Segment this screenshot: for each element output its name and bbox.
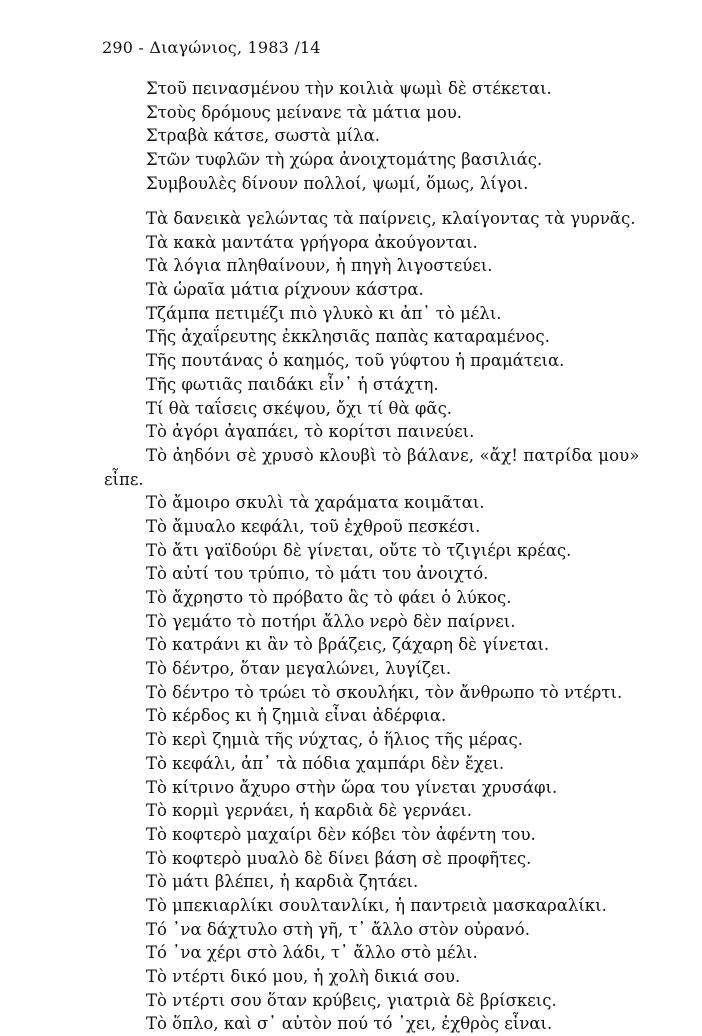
proverb-line: Τῆς πουτάνας ὁ καημός, τοῦ γύφτου ἡ πραμάτεια. <box>146 351 565 371</box>
proverb-line-continuation: εἶπε. <box>104 469 144 489</box>
proverb-line: Τὸ ἀγόρι ἀγαπάει, τὸ κορίτσι παινεύει. <box>146 422 475 442</box>
proverb-line: Τὸ κατράνι κι ἂν τὸ βράζεις, ζάχαρη δὲ γίνεται. <box>146 635 550 655</box>
proverb-line: Τί θὰ ταΐσεις σκέψου, ὄχι τί θὰ φᾶς. <box>146 398 453 418</box>
proverb-line: Στραβὰ κάτσε, σωστὰ μίλα. <box>146 126 380 146</box>
proverb-line: Τὰ κακὰ μαντάτα γρήγορα ἀκούγονται. <box>146 232 478 252</box>
proverb-line: Τὸ μάτι βλέπει, ἡ καρδιὰ ζητάει. <box>146 872 419 892</box>
proverb-line: Τὸ κερὶ ζημιὰ τῆς νύχτας, ὁ ἥλιος τῆς μέρας. <box>146 730 523 750</box>
proverb-line: Τὸ αὐτί του τρύπιο, τὸ μάτι του ἀνοιχτό. <box>146 564 489 584</box>
proverb-line: Τὸ κίτρινο ἄχυρο στὴν ὥρα του γίνεται χρυσάφι. <box>146 777 558 797</box>
proverb-line: Τὸ κορμὶ γερνάει, ἡ καρδιὰ δὲ γερνάει. <box>146 801 473 821</box>
proverb-line: Τζάμπα πετιμέζι πιὸ γλυκὸ κι ἀπ᾽ τὸ μέλι. <box>146 303 502 323</box>
proverb-line: Τὸ ὅπλο, καὶ σ᾽ αὐτὸν πού τό ᾽χει, ἐχθρὸς εἶναι. <box>146 1014 553 1034</box>
proverb-line: Τὸ ἄμοιρο σκυλὶ τὰ χαράματα κοιμᾶται. <box>146 493 485 513</box>
proverb-line: Τὰ ὡραῖα μάτια ρίχνουν κάστρα. <box>146 280 424 300</box>
proverb-line: Στοῦ πεινασμένου τὴν κοιλιὰ ψωμὶ δὲ στέκεται. <box>146 79 552 98</box>
proverb-line: Τὸ ἀηδόνι σὲ χρυσὸ κλουβὶ τὸ βάλανε, «ἄχ! πατρίδα μου» <box>146 445 640 465</box>
proverb-line: Τὸ δέντρο, ὅταν μεγαλώνει, λυγίζει. <box>146 659 452 679</box>
proverb-line: Τό ᾽να χέρι στὸ λάδι, τ᾽ ἄλλο στὸ μέλι. <box>146 943 478 963</box>
proverb-line: Τὸ κοφτερὸ μαχαίρι δὲν κόβει τὸν ἀφέντη του. <box>146 824 536 844</box>
proverb-line: Τὰ λόγια πληθαίνουν, ἡ πηγὴ λιγοστεύει. <box>146 256 493 276</box>
proverb-line: Τὸ ἄμυαλο κεφάλι, τοῦ ἐχθροῦ πεσκέσι. <box>146 516 481 536</box>
proverb-line: Τὸ κέρδος κι ἡ ζημιὰ εἶναι ἀδέρφια. <box>146 706 447 726</box>
proverb-line: Τὸ ἄτι γαϊδούρι δὲ γίνεται, οὔτε τὸ τζιγιέρι κρέας. <box>146 540 572 560</box>
proverb-line: Συμβουλὲς δίνουν πολλοί, ψωμί, ὅμως, λίγοι. <box>146 173 529 193</box>
proverb-line: Τὸ δέντρο τὸ τρώει τὸ σκουλήκι, τὸν ἄνθρωπο τὸ ντέρτι. <box>146 682 623 702</box>
proverb-line: Στοὺς δρόμους μείνανε τὰ μάτια μου. <box>146 102 463 122</box>
proverb-line: Τὸ ἄχρηστο τὸ πρόβατο ἂς τὸ φάει ὁ λύκος. <box>146 588 512 607</box>
proverb-line: Τὸ γεμάτο τὸ ποτήρι ἄλλο νερὸ δὲν παίρνει. <box>146 611 516 631</box>
proverbs-stanza-2 <box>104 207 686 1036</box>
proverb-line: Τὸ κοφτερὸ μυαλὸ δὲ δίνει βάση σὲ προφῆτες. <box>146 848 532 868</box>
proverb-line: Τὸ ντέρτι δικό μου, ἡ χολὴ δικιά σου. <box>146 967 461 986</box>
page-header: 290 - Διαγώνιος, 1983 /14 <box>102 38 321 57</box>
proverb-line: Τῆς φωτιᾶς παιδάκι εἶν᾽ ἡ στάχτη. <box>146 374 439 394</box>
proverb-line: Τὸ μπεκιαρλίκι σουλτανλίκι, ἡ παντρειὰ μασκαραλίκι. <box>146 895 607 915</box>
proverb-line: Στῶν τυφλῶν τὴ χώρα ἀνοιχτομάτης βασιλιάς. <box>146 150 543 170</box>
proverb-line: Τὸ κεφάλι, ἀπ᾽ τὰ πόδια χαμπάρι δὲν ἔχει. <box>146 753 505 773</box>
proverb-line: Τό ᾽να δάχτυλο στὴ γῆ, τ᾽ ἄλλο στὸν οὐρανό. <box>146 919 530 939</box>
proverb-line: Τὰ δανεικὰ γελώντας τὰ παίρνεις, κλαίγοντας τὰ γυρνᾶς. <box>146 209 636 228</box>
proverbs-stanza-1 <box>146 77 686 195</box>
proverb-line: Τῆς ἀχαΐρευτης ἐκκλησιᾶς παπὰς καταραμένος. <box>146 327 550 347</box>
proverb-line: Τὸ ντέρτι σου ὅταν κρύβεις, γιατριὰ δὲ βρίσκεις. <box>146 990 557 1010</box>
